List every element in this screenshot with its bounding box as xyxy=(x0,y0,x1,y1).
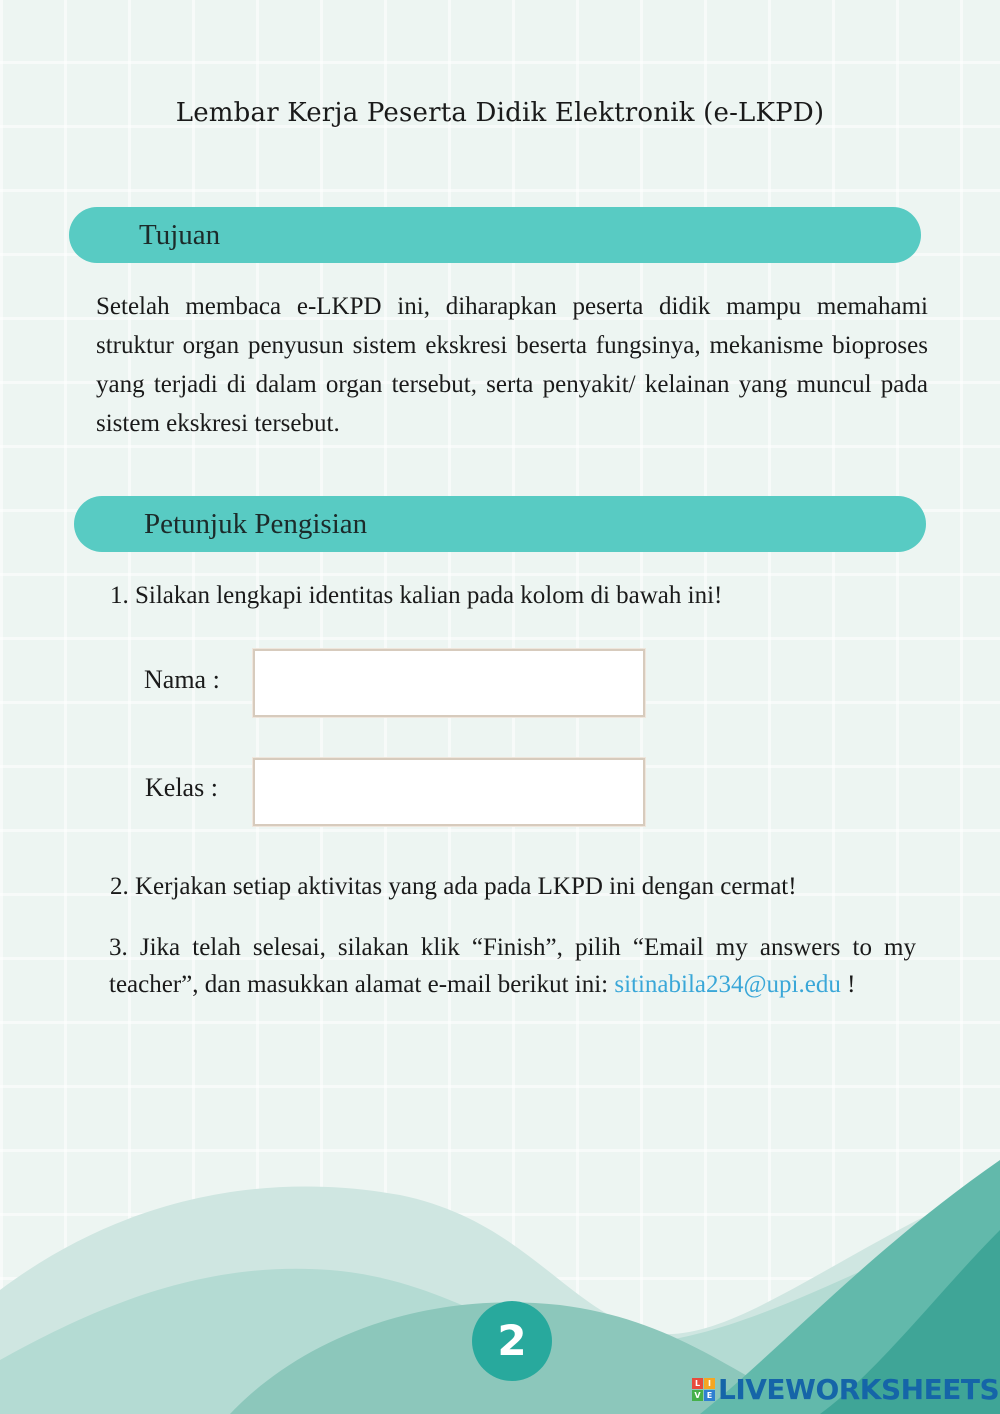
tujuan-paragraph: Setelah membaca e-LKPD ini, diharapkan peserta didik mampu memahami struktur organ penyusun sistem ekskresi beserta fungsinya, mekanisme bioproses yang terjadi di dalam organ tersebut, serta penyakit/ kelainan yang muncul pada sistem ekskresi tersebut. xyxy=(96,293,928,437)
liveworksheets-wordmark: LIVEWORKSHEETS xyxy=(718,1372,1000,1406)
kelas-input[interactable] xyxy=(253,758,645,826)
nama-label: Nama : xyxy=(144,665,220,694)
liveworksheets-icon xyxy=(692,1378,715,1401)
teacher-email-link[interactable]: sitinabila234@upi.edu xyxy=(614,971,841,998)
liveworksheets-logo[interactable] xyxy=(692,1372,999,1406)
logo-letter: E xyxy=(704,1390,715,1401)
logo-letter: V xyxy=(692,1390,703,1401)
logo-letter: L xyxy=(692,1378,703,1389)
instruction-step-1: 1. Silakan lengkapi identitas kalian pada kolom di bawah ini! xyxy=(110,582,723,609)
nama-input[interactable] xyxy=(253,649,645,717)
logo-letter: I xyxy=(704,1378,715,1389)
instruction-step-3-text: 3. Jika telah selesai, silakan klik “Finish”, pilih “Email my answers to my teacher”, dan masukkan alamat e-mail berikut ini: xyxy=(109,934,916,998)
page-title: Lembar Kerja Peserta Didik Elektronik (e-LKPD) xyxy=(175,98,825,128)
instruction-step-2: 2. Kerjakan setiap aktivitas yang ada pada LKPD ini dengan cermat! xyxy=(110,873,797,900)
section-header-tujuan: Tujuan xyxy=(69,207,921,263)
instruction-step-3-end: ! xyxy=(840,971,856,998)
page-number-badge: 2 xyxy=(472,1301,552,1381)
instruction-step-3 xyxy=(109,929,916,1003)
section-header-petunjuk: Petunjuk Pengisian xyxy=(74,496,926,552)
kelas-label: Kelas : xyxy=(145,773,218,802)
